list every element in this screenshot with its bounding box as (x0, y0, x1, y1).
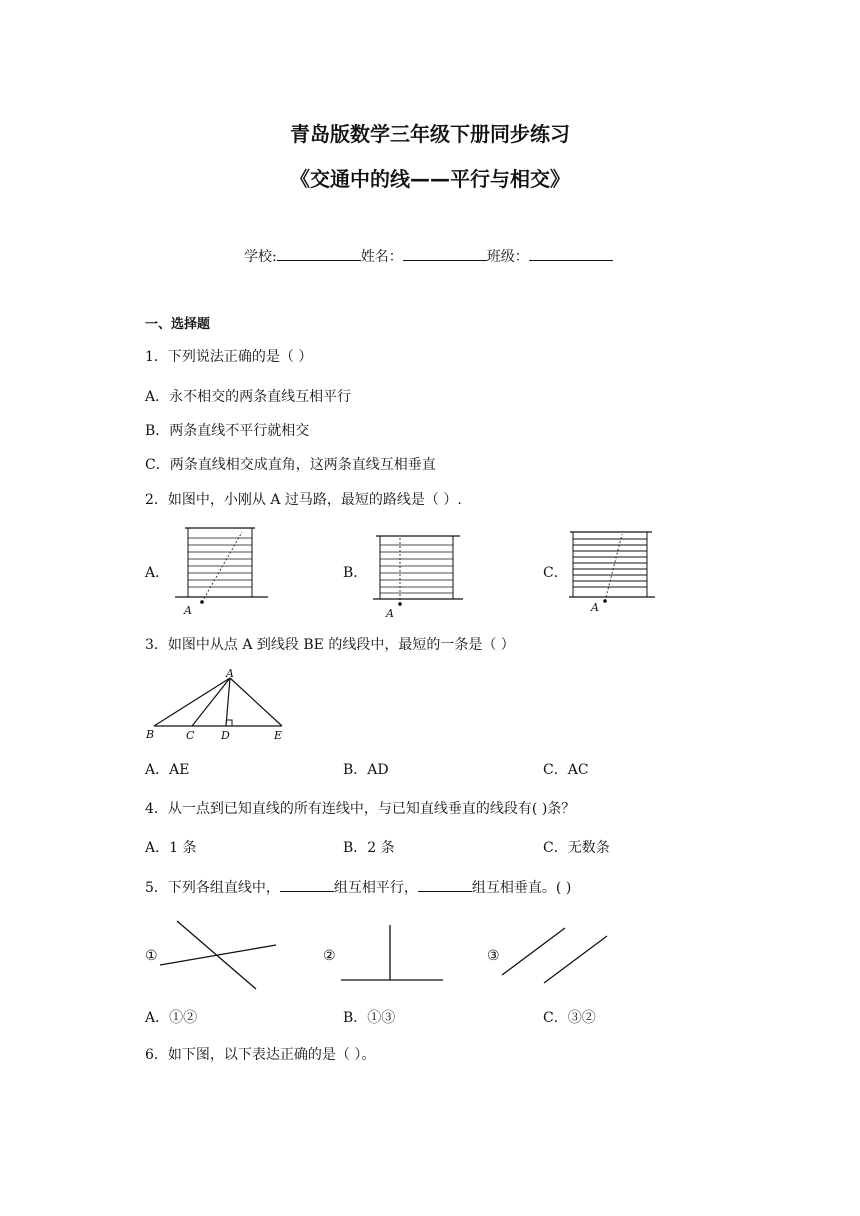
point-a-dot (200, 600, 204, 604)
triangle-figure (140, 668, 300, 748)
q4-option-a[interactable]: A．1 条 (145, 840, 197, 856)
question-3: 3．如图中从点 A 到线段 BE 的线段中，最短的一条是（ ） (145, 637, 515, 653)
vertex-b-label: B (146, 728, 155, 741)
figure-label-3: ③ (487, 948, 500, 964)
point-a-dot (603, 599, 607, 603)
q5-stem-part1: 5．下列各组直线中， (145, 880, 280, 896)
class-field[interactable] (529, 246, 613, 261)
parallel-lines-figure (500, 925, 620, 990)
q5-stem-part2: 组互相平行， (333, 880, 418, 896)
q4-option-c[interactable]: C．无数条 (543, 840, 610, 856)
intersecting-lines-figure (155, 918, 285, 993)
q3-option-a[interactable]: A．AE (145, 762, 190, 778)
name-field[interactable] (403, 246, 487, 261)
page-subtitle: 《交通中的线——平行与相交》 (290, 167, 570, 191)
class-label: 班级： (486, 249, 529, 265)
road-figure-c (567, 528, 687, 623)
q5-blank-1[interactable] (280, 877, 334, 892)
figure-label-2: ② (323, 948, 336, 964)
point-a-label: A (591, 601, 599, 614)
q2-option-b[interactable]: B． (343, 565, 368, 581)
question-6: 6．如下图，以下表达正确的是（ ）。 (145, 1047, 376, 1063)
page-title: 青岛版数学三年级下册同步练习 (290, 122, 570, 146)
vertex-c-label: C (186, 729, 195, 742)
question-2: 2．如图中，小刚从 A 过马路，最短的路线是（ ）. (145, 492, 462, 508)
point-a-label: A (184, 604, 192, 617)
vertex-e-label: E (274, 729, 283, 742)
point-a-dot (398, 602, 402, 606)
perpendicular-lines-figure (338, 925, 448, 985)
road-figure-a (170, 522, 290, 617)
road-figure-b (368, 527, 488, 622)
q5-option-b[interactable]: B．①③ (343, 1010, 396, 1026)
school-field[interactable] (277, 246, 361, 261)
point-a-label: A (386, 607, 394, 620)
q2-option-c[interactable]: C． (543, 565, 568, 581)
q2-option-a[interactable]: A． (145, 565, 170, 581)
q3-option-c[interactable]: C．AC (543, 762, 589, 778)
q1-option-a[interactable]: A．永不相交的两条直线互相平行 (145, 389, 352, 405)
q5-stem-part3: 组互相垂直。( ) (471, 880, 572, 896)
name-label: 姓名： (360, 249, 403, 265)
section-heading: 一、选择题 (145, 317, 211, 332)
q4-option-b[interactable]: B．2 条 (343, 840, 395, 856)
figure-label-1: ① (145, 948, 158, 964)
question-5 (145, 877, 571, 898)
q5-option-c[interactable]: C．③② (543, 1010, 596, 1026)
q5-option-a[interactable]: A．①② (145, 1010, 198, 1026)
q3-option-b[interactable]: B．AD (343, 762, 389, 778)
vertex-a-label: A (226, 667, 234, 680)
q5-blank-2[interactable] (418, 877, 472, 892)
vertex-d-label: D (221, 729, 230, 742)
q1-option-c[interactable]: C．两条直线相交成直角，这两条直线互相垂直 (145, 457, 436, 473)
question-4: 4．从一点到已知直线的所有连线中，与已知直线垂直的线段有( )条？ (145, 801, 576, 817)
q1-option-b[interactable]: B．两条直线不平行就相交 (145, 423, 310, 439)
question-1: 1．下列说法正确的是（ ） (145, 349, 313, 365)
school-label: 学校: (244, 249, 277, 265)
student-info (244, 246, 613, 267)
